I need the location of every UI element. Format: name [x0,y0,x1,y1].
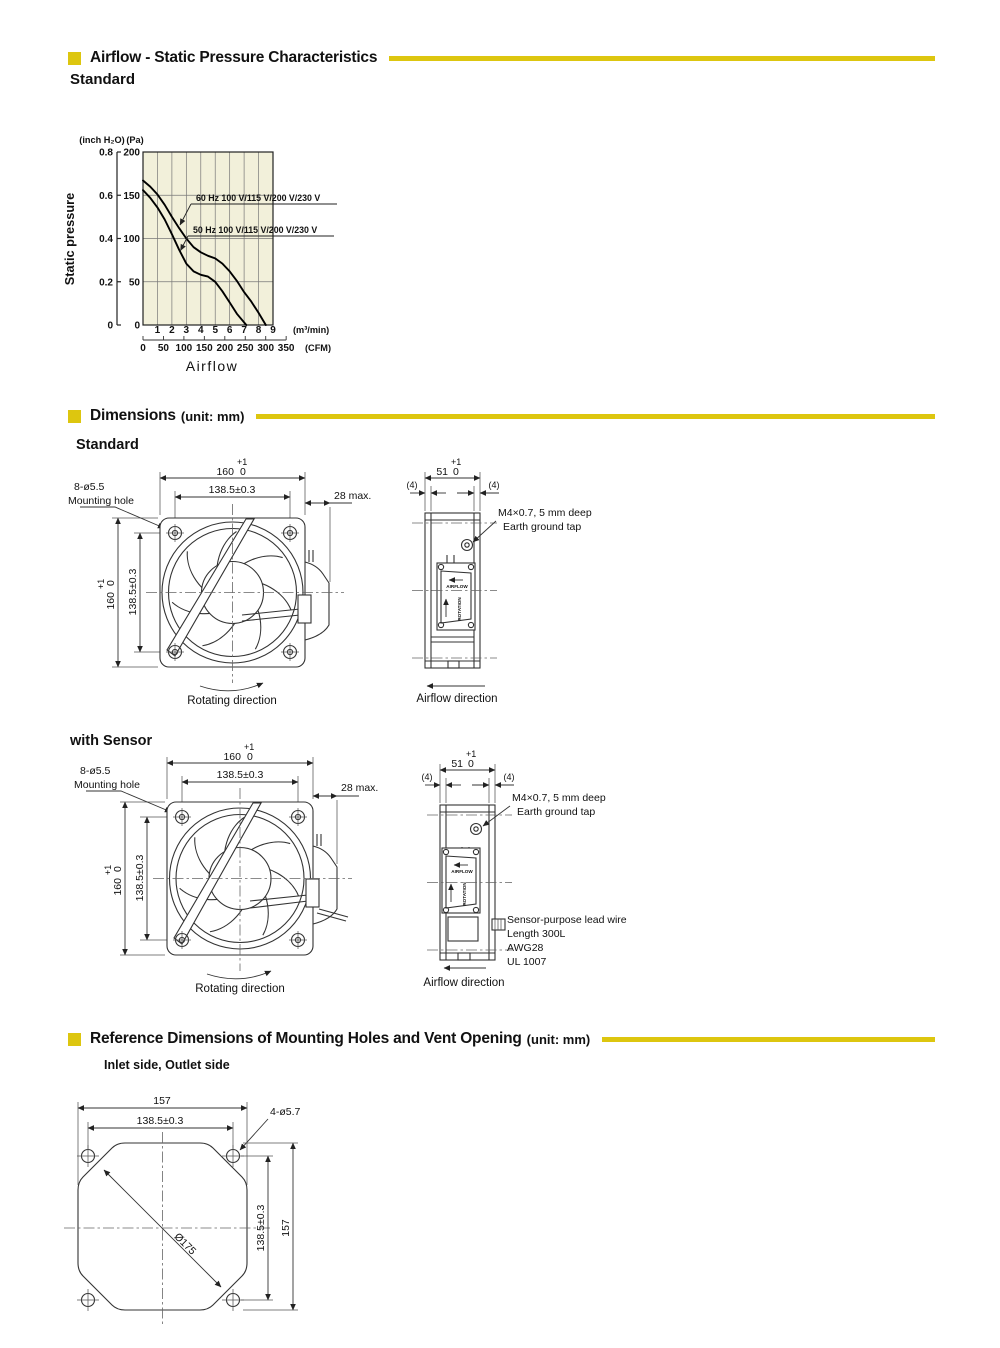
dim-height-tol-zero: 0 [112,866,124,872]
x-unit-secondary-label: (CFM) [305,343,332,353]
dim-depth: 51 [451,758,463,770]
m3min-tick-label: 5 [212,325,219,336]
m3min-tick-label: 6 [226,325,233,336]
dimensions-standard-label: Standard [76,437,139,453]
dim-depth-tol-zero: 0 [468,758,474,770]
lead-wire-label-1: Sensor-purpose lead wire [507,914,627,926]
dim-depth-label: 28 max. [341,782,379,794]
dim-width-tol-zero: 0 [240,466,246,478]
section-title: Airflow - Static Pressure Characteristics [90,49,378,66]
dim-hole-span-v: 138.5±0.3 [134,854,146,902]
m3min-tick-label: 1 [154,325,161,336]
diameter-label: Ø175 [171,1230,199,1258]
lead-wire-box [298,595,311,623]
m3min-tick-label: 2 [169,325,175,336]
dim-hole-span-v: 138.5±0.3 [255,1204,267,1252]
hole-count-label: 4-ø5.7 [270,1106,301,1118]
chart-subtitle: Standard [70,71,136,88]
sensor-wire [319,909,348,917]
dim-hole-span: 138.5±0.3 [208,484,256,496]
dim-width: 160 [216,466,234,478]
mounting-hole-size-label: 8-ø5.5 [80,765,111,777]
pa-tick-label: 100 [123,234,140,245]
dim-width-tol-zero: 0 [247,751,253,763]
inch-tick-label: 0 [107,320,113,332]
inch-tick-label: 0.8 [99,147,113,159]
dim-hole-span: 138.5±0.3 [136,1115,184,1127]
sensor-side-view [422,749,627,989]
series-60hz-label: 60 Hz 100 V/115 V/200 V/230 V [196,193,321,203]
sensor-wire-connector [492,919,505,930]
airflow-direction-label: Airflow direction [423,977,505,989]
mounting-hole-text-label: Mounting hole [68,495,134,507]
dim-depth-tol-plus: +1 [451,457,462,467]
lead-wire-label-2: Length 300L [507,928,566,940]
sensor-front-view [74,742,378,995]
pa-tick-label: 150 [123,190,140,202]
dim-opening-width: 157 [153,1095,171,1107]
mounting-hole-leader [86,791,171,812]
m3min-tick-label: 9 [270,325,276,336]
dim-flange-left: (4) [421,772,433,782]
series-50hz-label: 50 Hz 100 V/115 V/200 V/230 V [193,225,318,235]
mounting-hole-text-label: Mounting hole [74,779,140,791]
dim-height-tol-plus: +1 [103,864,113,875]
section-rule [389,56,935,61]
m3min-tick-label: 7 [241,325,247,336]
y-unit-left-label: (inch H₂O) [79,135,125,145]
section-header-airflow [68,48,935,68]
dim-depth-label: 28 max. [334,490,372,502]
airflow-static-pressure-chart [60,122,400,384]
dim-height: 160 [105,592,117,610]
cfm-tick-label: 0 [140,343,146,354]
cfm-tick-label: 50 [157,343,170,354]
section-title: Dimensions [90,407,176,424]
cfm-tick-label: 350 [277,343,295,354]
earth-tap-label-1: M4×0.7, 5 mm deep [498,507,592,519]
dim-width-tol-plus: +1 [237,457,248,467]
section-unit-note: (unit: mm) [180,408,245,424]
dim-hole-span: 138.5±0.3 [216,769,264,781]
cfm-tick-label: 150 [196,343,213,354]
dim-opening-height: 157 [280,1219,292,1237]
y-unit-right-label: (Pa) [126,135,144,145]
chart-plot-area [99,148,295,355]
pa-tick-label: 0 [134,320,140,332]
earth-tap-label-2: Earth ground tap [517,806,596,818]
dim-height: 160 [112,878,124,896]
dim-flange-left: (4) [406,480,418,490]
section-unit-note: (unit: mm) [526,1031,591,1047]
dim-height-tol-plus: +1 [96,578,106,589]
hole-leader [240,1119,268,1150]
section-header-reference [68,1029,935,1049]
pa-tick-label: 50 [128,277,140,289]
rotating-direction-label: Rotating direction [195,983,285,995]
standard-dimension-drawing [60,452,620,712]
earth-tap-label-2: Earth ground tap [503,521,582,533]
standard-front-view [68,457,371,707]
earth-tap-label-1: M4×0.7, 5 mm deep [512,792,606,804]
airflow-direction-label: Airflow direction [416,693,498,705]
inch-tick-label: 0.6 [99,190,113,202]
dim-flange-right: (4) [488,480,500,490]
m3min-tick-label: 4 [197,325,204,336]
section-rule [256,414,935,419]
rotating-direction-arrow [200,683,263,691]
mounting-hole-size-label: 8-ø5.5 [74,481,105,493]
standard-side-view [407,457,592,705]
nameplate-rotation-label: ROTATION [462,882,467,906]
sensor-box [448,917,478,941]
cfm-tick-label: 300 [257,343,275,354]
dim-height-tol-zero: 0 [105,580,117,586]
dim-flange-right: (4) [503,772,515,782]
section-bullet-icon [68,1033,81,1046]
inch-tick-label: 0.4 [99,234,113,245]
dim-width-tol-plus: +1 [244,742,255,752]
section-bullet-icon [68,410,81,423]
y-axis-title: Static pressure [62,192,77,286]
dimensions-sensor-label: with Sensor [70,733,153,749]
dim-depth-tol-zero: 0 [453,466,459,478]
dim-depth-tol-plus: +1 [466,749,477,759]
rotating-direction-label: Rotating direction [187,695,277,707]
dim-width: 160 [223,751,241,763]
section-title: Reference Dimensions of Mounting Holes and Vent Opening [90,1030,522,1047]
cfm-tick-label: 100 [175,343,193,354]
reference-subtitle: Inlet side, Outlet side [104,1058,230,1072]
pa-tick-label: 200 [123,147,140,159]
x-axis-title: Airflow [185,358,239,374]
cfm-tick-label: 250 [236,343,254,354]
m3min-tick-label: 3 [183,325,190,336]
nameplate-airflow-label: AIRFLOW [446,584,468,589]
lead-wire-box [306,879,319,907]
reference-dimension-drawing [60,1085,390,1343]
lead-wire-label-3: AWG28 [507,942,544,954]
section-bullet-icon [68,52,81,65]
nameplate-airflow-label: AIRFLOW [451,869,473,874]
section-header-dimensions [68,406,935,426]
sensor-dimension-drawing [60,727,720,1017]
lead-wire-label-4: UL 1007 [507,956,547,968]
dim-depth: 51 [436,466,448,478]
cfm-tick-label: 200 [216,343,234,354]
section-rule [602,1037,935,1042]
inch-tick-label: 0.2 [99,277,113,289]
nameplate-rotation-label: ROTATION [457,597,462,621]
x-unit-primary-label: (m³/min) [293,325,330,335]
dim-hole-span-v: 138.5±0.3 [127,568,139,616]
rotating-direction-arrow [207,971,271,979]
mounting-hole-leader [80,507,164,528]
m3min-tick-label: 8 [255,325,262,336]
